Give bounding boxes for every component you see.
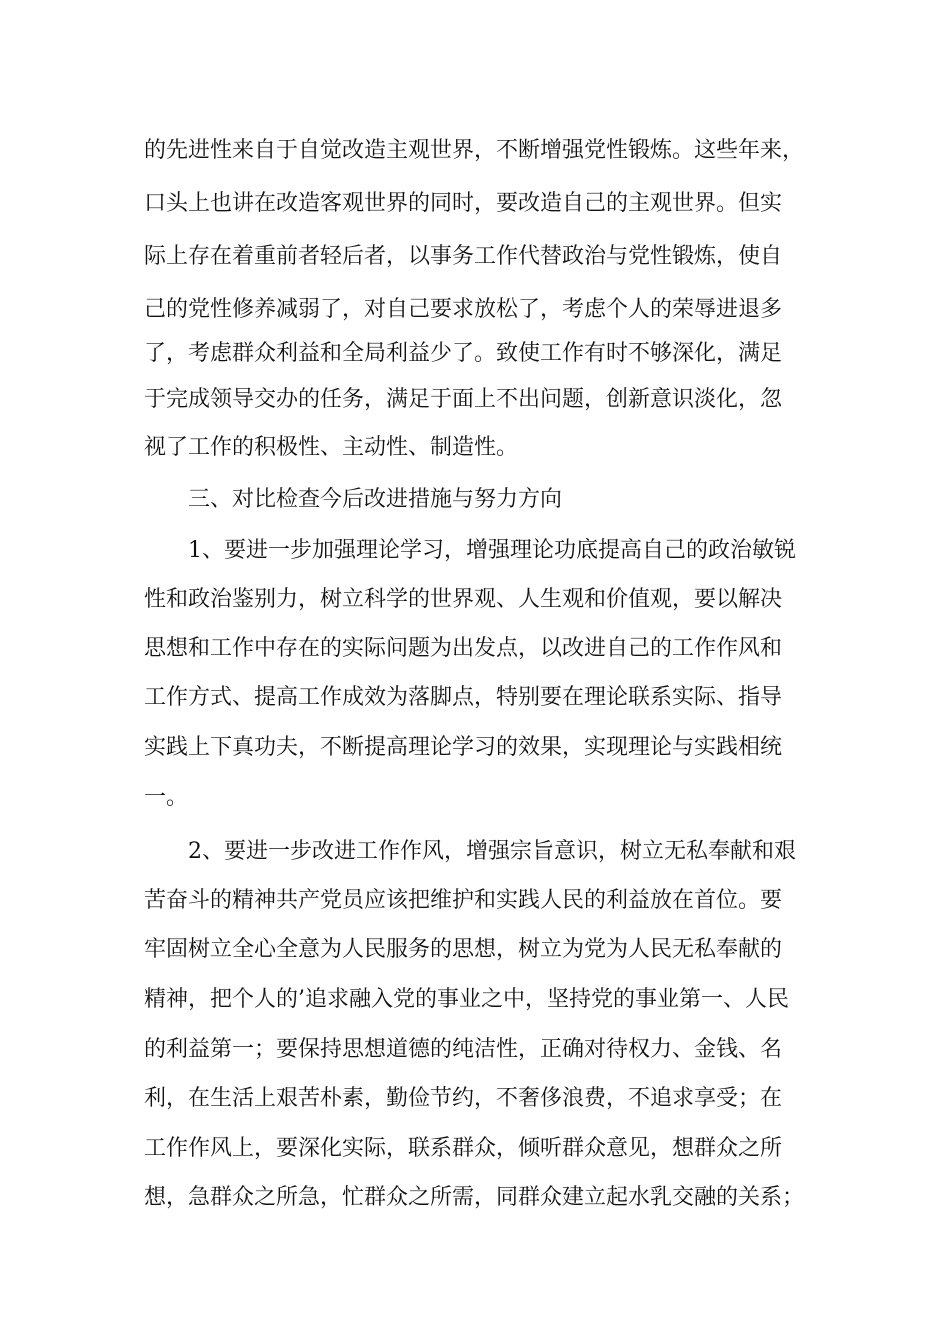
- body-text-line: 口头上也讲在改造客观世界的同时，要改造自己的主观世界。但实: [144, 191, 783, 216]
- body-text-line: 利，在生活上艰苦朴素，勤俭节约，不奢侈浪费，不追求享受；在: [144, 1086, 783, 1111]
- body-text-line: 2、要进一步改进工作作风，增强宗旨意识，树立无私奉献和艰: [188, 839, 796, 864]
- section-heading: 三、对比检查今后改进措施与努力方向: [188, 487, 563, 512]
- body-text-line: 牢固树立全心全意为人民服务的思想，树立为党为人民无私奉献的: [144, 937, 783, 962]
- body-text-line: 的利益第一；要保持思想道德的纯洁性，正确对待权力、金钱、名: [144, 1037, 783, 1062]
- body-text-line: 视了工作的积极性、主动性、制造性。: [144, 435, 519, 460]
- body-text-line: 工作作风上，要深化实际，联系群众，倾听群众意见，想群众之所: [144, 1136, 783, 1161]
- body-text-line: 性和政治鉴别力，树立科学的世界观、人生观和价值观，要以解决: [144, 587, 783, 612]
- body-text-line: 一。: [144, 785, 189, 810]
- body-text-line: 1、要进一步加强理论学习，增强理论功底提高自己的政治敏锐: [188, 538, 796, 563]
- body-text-line: 苦奋斗的精神共产党员应该把维护和实践人民的利益放在首位。要: [144, 888, 783, 913]
- body-text-line: 精神，把个人的’追求融入党的事业之中，坚持党的事业第一、人民: [144, 987, 789, 1012]
- body-text-line: 思想和工作中存在的实际问题为出发点，以改进自己的工作作风和: [144, 636, 783, 661]
- body-text-line: 想，急群众之所急，忙群众之所需，同群众建立起水乳交融的关系；: [144, 1185, 805, 1210]
- body-text-line: 于完成领导交办的任务，满足于面上不出问题，创新意识淡化，忽: [144, 387, 783, 412]
- body-text-line: 了，考虑群众利益和全局利益少了。致使工作有时不够深化，满足: [144, 341, 783, 366]
- body-text-line: 己的党性修养减弱了，对自己要求放松了，考虑个人的荣辱进退多: [144, 297, 783, 322]
- body-text-line: 工作方式、提高工作成效为落脚点，特别要在理论联系实际、指导: [144, 685, 783, 710]
- body-text-line: 际上存在着重前者轻后者，以事务工作代替政治与党性锻炼，使自: [144, 244, 783, 269]
- body-text-line: 的先进性来自于自觉改造主观世界，不断增强党性锻炼。这些年来，: [144, 138, 805, 163]
- body-text-line: 实践上下真功夫，不断提高理论学习的效果，实现理论与实践相统: [144, 735, 783, 760]
